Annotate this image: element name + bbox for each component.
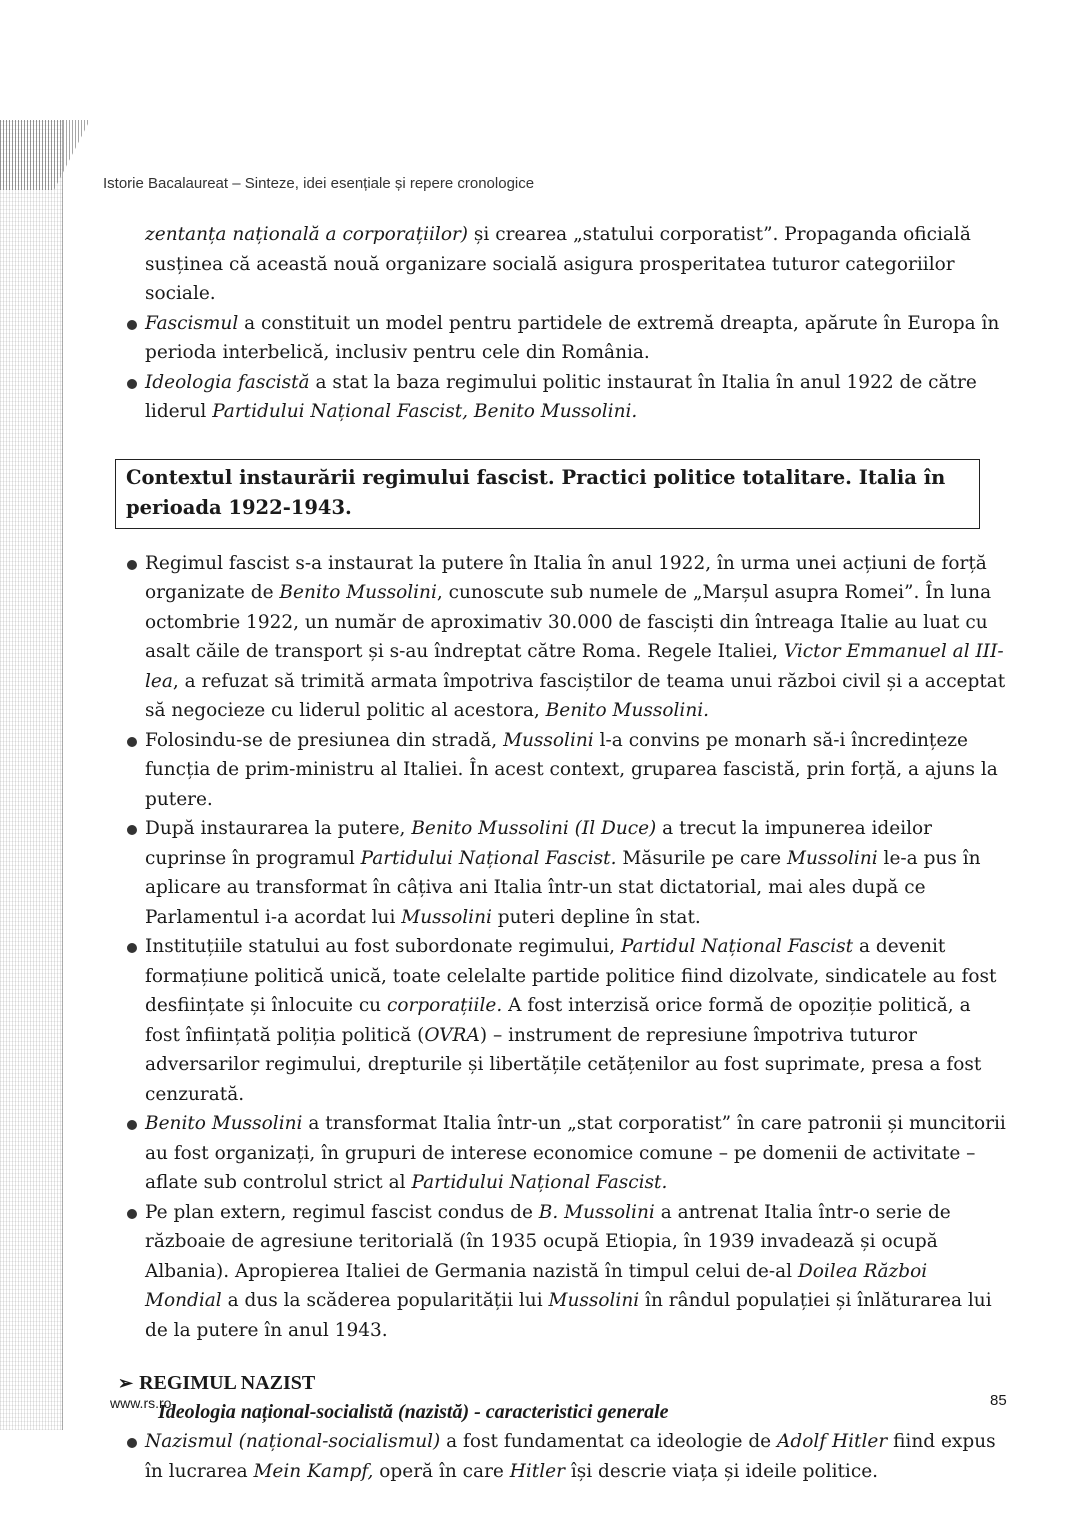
scan-binding-shadow: [0, 120, 90, 190]
bullet-text: Benito Mussolini a transformat Italia într-un „stat corporatist” în care patronii și muncitorii au fost organizați, în grupuri de interese economice comune – pe domenii de activitate – aflate sub controlul strict al Partidului Național Fascist.: [145, 1113, 1006, 1193]
bullet-dot-icon: [127, 379, 137, 389]
page-content: [118, 220, 1008, 1486]
bullet-dot-icon: [127, 943, 137, 953]
bullet-text: Nazismul (național-socialismul) a fost fundamentat ca ideologie de Adolf Hitler fiind expus în lucrarea Mein Kampf, operă în care Hitler își descrie viața și ideile politice.: [145, 1431, 996, 1482]
bullet-dot-icon: [127, 560, 137, 570]
arrow-head-icon: ➢: [118, 1373, 134, 1393]
bullet-list: [118, 549, 1008, 1346]
running-head: Istorie Bacalaureat – Sinteze, idei esențiale și repere cronologice: [103, 175, 535, 192]
bullet-text: După instaurarea la putere, Benito Mussolini (Il Duce) a trecut la impunerea ideilor cuprinse în programul Partidului Național Fascist. Măsurile pe care Mussolini le-a pus în aplicare au transformat în câțiva ani Italia într-un stat dictatorial, mai ales după ce Parlamentul i-a acordat lui Mussolini puteri depline în stat.: [145, 818, 981, 928]
bullet-text: Regimul fascist s-a instaurat la putere în Italia în anul 1922, în urma unei acțiuni de forță organizate de Benito Mussolini, cunoscute sub numele de „Marșul asupra Romei”. În luna octombrie 1922, un număr de aproximativ 30.000 de fasciști din întreaga Italie au luat cu asalt căile de transport și s-au îndreptat către Roma. Regele Italiei, Victor Emmanuel al III-lea, a refuzat să trimită armata împotriva fasciștilor de teama unui război civil și a acceptat să negocieze cu liderul politic al acestora, Benito Mussolini.: [145, 552, 1006, 721]
section-heading: [118, 1369, 1008, 1397]
list-item: [118, 726, 1008, 815]
section-heading-text: REGIMUL NAZIST: [139, 1372, 316, 1394]
bullet-text: Instituțiile statului au fost subordonate regimului, Partidul Național Fascist a devenit formațiune politică unică, toate celelalte partide politice fiind dizolvate, sindicatele au fost desființate și înlocuite cu corporațiile. A fost interzisă orice formă de opoziție politică, a fost înființată poliția politică (OVRA) – instrument de represiune împotriva tuturor adversarilor regimului, drepturile și libertățile cetățenilor au fost suprimate, presa a fost cenzurată.: [145, 936, 997, 1105]
bullet-text: Folosindu-se de presiunea din stradă, Mussolini l-a convins pe monarh să-i încredințeze funcția de prim-ministru al Italiei. În acest context, gruparea fascistă, prin forță, a ajuns la putere.: [145, 729, 998, 810]
bullet-dot-icon: [127, 1120, 137, 1130]
bullet-fascism-model: [118, 309, 1008, 368]
section-box-title: Contextul instaurării regimului fascist. Practici politice totalitare. Italia în perioada 1922-1943.: [115, 459, 980, 529]
sub-heading: Ideologia național-socialistă (nazistă) - caracteristici generale: [158, 1401, 669, 1423]
list-item: [118, 814, 1008, 932]
bullet-text: Pe plan extern, regimul fascist condus de B. Mussolini a antrenat Italia într-o serie de războaie de agresiune teritorială (în 1935 ocupă Etiopia, în 1939 invadează și ocupă Albania). Apropierea Italiei de Germania nazistă în timpul celui de-al Doilea Război Mondial a dus la scăderea popularității lui Mussolini în rândul populației și înlăturarea lui de la putere în anul 1943.: [145, 1201, 992, 1341]
bullet-dot-icon: [127, 1209, 137, 1219]
bullet-dot-icon: [127, 1438, 137, 1448]
bullet-dot-icon: [127, 825, 137, 835]
bullet-nazism: [118, 1427, 1008, 1486]
bullet-text: Ideologia fascistă a stat la baza regimului politic instaurat în Italia în anul 1922 de către liderul Partidului Național Fascist, Benito Mussolini.: [145, 371, 977, 422]
bullet-dot-icon: [127, 320, 137, 330]
list-item: [118, 1109, 1008, 1198]
bullet-dot-icon: [127, 737, 137, 747]
list-item: [118, 549, 1008, 726]
scan-binding-edge: [0, 120, 63, 1430]
footer-url: www.rs.ro: [110, 1395, 172, 1411]
bullet-fascist-ideology: [118, 368, 1008, 427]
list-item: [118, 932, 1008, 1109]
bullet-text: Fascismul a constituit un model pentru partidele de extremă dreapta, apărute în Europa în perioda interbelică, inclusiv pentru cele din România.: [145, 312, 1000, 363]
intro-paragraph: zentanța națională a corporațiilor) și crearea „statului corporatist”. Propaganda oficială susținea că această nouă organizare socială asigura prosperitatea tuturor categoriilor sociale.: [145, 224, 971, 304]
list-item: [118, 1198, 1008, 1346]
page-number: 85: [990, 1392, 1007, 1409]
